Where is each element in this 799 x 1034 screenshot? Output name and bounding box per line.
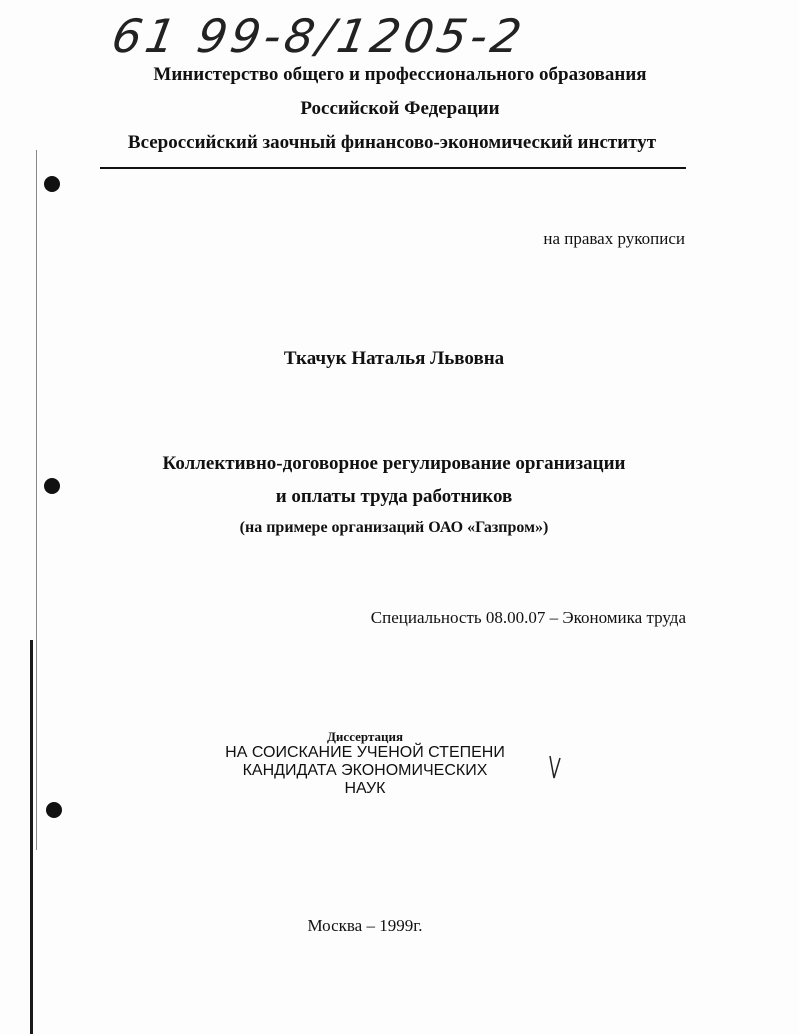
punch-hole-icon xyxy=(46,802,62,818)
thesis-title-line1: Коллективно-договорное регулирование организации xyxy=(162,453,626,474)
header-divider xyxy=(100,167,686,169)
manuscript-note: на правах рукописи xyxy=(543,229,685,248)
author-name: Ткачук Наталья Львовна xyxy=(283,348,505,369)
thesis-title-line2: и оплаты труда работников xyxy=(275,486,513,507)
degree-line3: НАУК xyxy=(344,780,386,797)
specialty-line: Специальность 08.00.07 – Экономика труда xyxy=(370,608,686,627)
handwritten-catalog-code xyxy=(112,6,572,64)
check-mark-icon xyxy=(548,752,562,782)
dissertation-label: Диссертация xyxy=(326,729,404,744)
institute-line: Всероссийский заочный финансово-экономический институт xyxy=(127,132,657,153)
ministry-line: Министерство общего и профессионального образования xyxy=(153,64,647,85)
punch-hole-icon xyxy=(44,176,60,192)
scan-edge-line xyxy=(30,640,33,1034)
degree-line1: НА СОИСКАНИЕ УЧЕНОЙ СТЕПЕНИ xyxy=(225,744,505,761)
city-year: Москва – 1999г. xyxy=(307,916,423,935)
svg-text:61 99-8/1205-2: 61 99-8/1205-2 xyxy=(112,9,530,63)
federation-line: Российской Федерации xyxy=(300,98,500,119)
thesis-subtitle: (на примере организаций ОАО «Газпром») xyxy=(239,519,549,536)
degree-line2: КАНДИДАТА ЭКОНОМИЧЕСКИХ xyxy=(242,762,488,779)
